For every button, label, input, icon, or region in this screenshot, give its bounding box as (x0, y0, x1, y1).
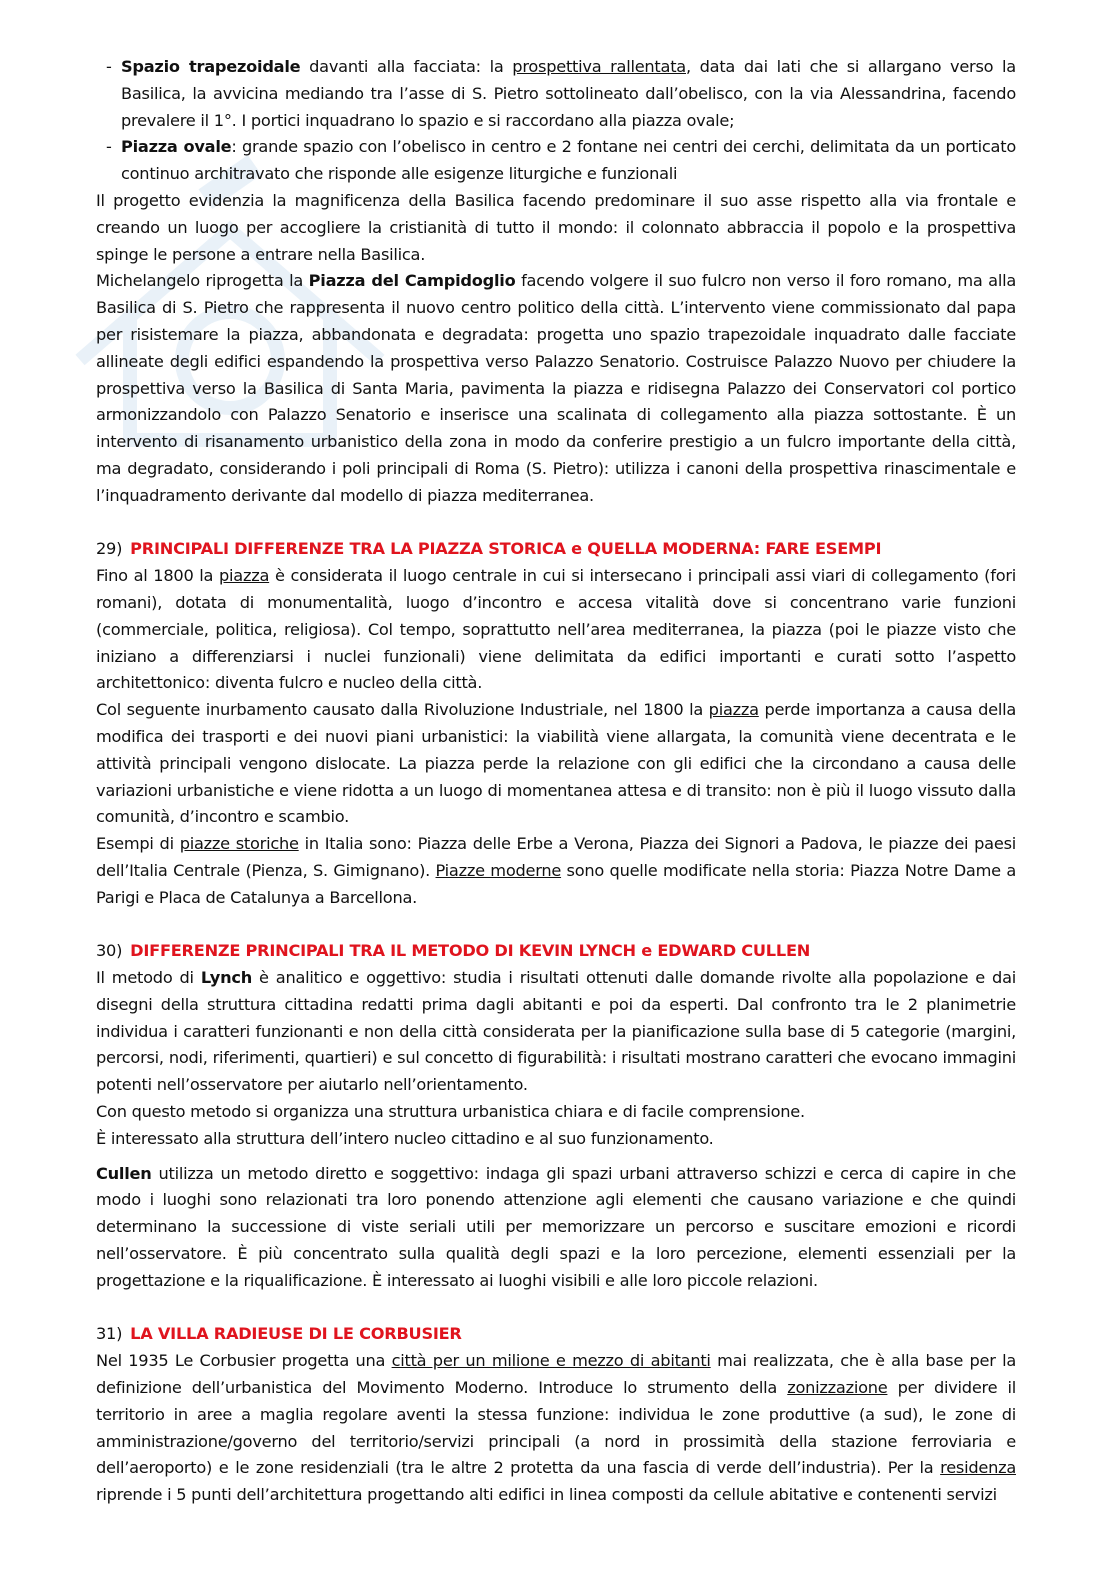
paragraph-text: sono quelle modificate nella storia: Piazza Notre Dame a Parigi e Placa de Catalunya a Barcellona. (96, 860, 1016, 907)
section-heading-31 (96, 1321, 1016, 1348)
paragraph-esempi (96, 831, 1016, 911)
paragraph-text: Il metodo di (96, 968, 201, 988)
paragraph-text: è analitico e oggettivo: studia i risultati ottenuti dalle domande rivolte alla popolazione e dai disegni della struttura cittadina redatti prima dagli abitanti e poi da esperti. Dal confronto tra le 2 planimetrie individua i caratteri funzionanti e non della città considerata per la pianificazione sulla base di 5 categorie (margini, percorsi, nodi, riferimenti, quartieri) e sul concetto di figurabilità: i risultati mostrano caratteri che evocano immagini potenti nell’osservatore per aiutarlo nell’orientamento. (96, 968, 1016, 1095)
paragraph-campidoglio (96, 268, 1016, 509)
paragraph-text: Esempi di (96, 834, 180, 854)
document-page (96, 54, 1016, 1509)
paragraph-cullen (96, 1161, 1016, 1295)
bullet-dash: - (106, 57, 112, 76)
underlined-term: Piazze moderne (435, 860, 562, 880)
section-heading-30 (96, 938, 1016, 965)
underlined-term: prospettiva rallentata (512, 57, 686, 76)
paragraph-text: Fino al 1800 la (96, 566, 220, 586)
paragraph-text: mai realizzata, che è alla base per la definizione dell’urbanistica del Movimento Moderno. Introduce lo strumento della (96, 1351, 1016, 1398)
bullet-text: : grande spazio con l’obelisco in centro e 2 fontane nei centri dei cerchi, delimitata da un porticato continuo architravato che risponde alle esigenze liturgiche e funzionali (121, 137, 1016, 184)
underlined-term: piazza (708, 700, 759, 720)
paragraph-text: Nel 1935 Le Corbusier progetta una (96, 1351, 392, 1371)
paragraph-inurbamento (96, 697, 1016, 831)
paragraph-text: Michelangelo riprogetta la (96, 271, 309, 291)
underlined-term: città per un milione e mezzo di abitanti (391, 1351, 711, 1371)
paragraph-text: è considerata il luogo centrale in cui si intersecano i principali assi viari di collegamento (fori romani), dotata di monumentalità, luogo d’incontro e accesa vitalità dove si concentrano varie funzioni (commerciale, politica, religiosa). Col tempo, soprattutto nell’area mediterranea, la piazza (poi le piazze visto che iniziano a differenziarsi i nuclei funzionali) viene delimitata da edifici importanti e curati sotto l’aspetto architettonico: diventa fulcro e nucleo della città. (96, 566, 1016, 693)
paragraph-text: utilizza un metodo diretto e soggettivo: indaga gli spazi urbani attraverso schizzi e cerca di capire in che modo i luoghi sono relazionati tra loro ponendo attenzione agli elementi che causano variazione e che quindi determinano la successione di viste seriali utili per memorizzare un percorso e suscitare emozioni e ricordi nell’osservatore. È più concentrato sulla qualità degli spazi e la loro percezione, elementi essenziali per la progettazione e la riqualificazione. È interessato ai luoghi visibili e alle loro piccole relazioni. (96, 1163, 1016, 1290)
underlined-term: piazza (219, 566, 270, 586)
section-title: PRINCIPALI DIFFERENZE TRA LA PIAZZA STORICA e QUELLA MODERNA: FARE ESEMPI (130, 539, 882, 559)
bullet-item-spazio-trapezoidale (96, 54, 1016, 134)
bold-term: Piazza del Campidoglio (308, 271, 516, 291)
bullet-item-piazza-ovale (96, 134, 1016, 188)
bullet-term: Piazza ovale (121, 137, 232, 157)
section-title: DIFFERENZE PRINCIPALI TRA IL METODO DI KEVIN LYNCH e EDWARD CULLEN (130, 941, 811, 961)
underlined-term: residenza (940, 1458, 1016, 1478)
paragraph-text: perde importanza a causa della modifica dei trasporti e dei nuovi piani urbanistici: la viabilità viene allargata, la comunità viene decentrata e le attività principali vengono dislocate. La piazza perde la relazione con gli edifici che la circondano a causa delle variazioni urbanistiche e viene ridotta a un luogo di momentanea attesa e di transito: non è più il luogo vissuto dalla comunità, d’incontro e scambio. (96, 700, 1016, 827)
section-number: 31) (96, 1324, 123, 1344)
paragraph-text: facendo volgere il suo fulcro non verso il foro romano, ma alla Basilica di S. Pietro che rappresenta il nuovo centro politico della città. L’intervento viene commissionato dal papa per risistemare la piazza, abbandonata e degradata: progetta uno spazio trapezoidale inquadrato dalle facciate allineate degli edifici espandendo la prospettiva verso Palazzo Senatorio. Costruisce Palazzo Nuovo per chiudere la prospettiva verso la Basilica di Santa Maria, pavimenta la piazza e ridisegna Palazzo dei Conservatori col portico armonizzandolo con Palazzo Senatorio e inserisce una scalinata di collegamento alla piazza sottostante. È un intervento di risanamento urbanistico della zona in modo da conferire prestigio a un fulcro importante della città, ma degradato, considerando i poli principali di Roma (S. Pietro): utilizza i canoni della prospettiva rinascimentale e l’inquadramento derivante dal modello di piazza mediterranea. (96, 271, 1016, 505)
bullet-term: Spazio trapezoidale (121, 57, 301, 76)
paragraph-lynch-metodo: Con questo metodo si organizza una struttura urbanistica chiara e di facile comprensione. (96, 1102, 805, 1122)
underlined-term: zonizzazione (787, 1378, 888, 1398)
paragraph-text: per dividere il territorio in aree a maglia regolare aventi la stessa funzione: individua le zone produttive (a sud), le zone di amministrazione/governo del territorio/servizi principali (a nord in prossimità della stazione ferroviaria e dell’aeroporto) e le zone residenziali (tra le altre 2 protetta da una fascia di verde dell’industria). Per la (96, 1378, 1016, 1478)
paragraph-lynch (96, 965, 1016, 1099)
paragraph-text: in Italia sono: Piazza delle Erbe a Verona, Piazza dei Signori a Padova, le piazze dei paesi dell’Italia Centrale (Pienza, S. Gimignano). (96, 834, 1016, 880)
paragraph-text: riprende i 5 punti dell’architettura progettando alti edifici in linea composti da cellule abitative e contenenti servizi (96, 1485, 997, 1505)
bullet-dash: - (106, 137, 112, 157)
bullet-text: , data dai lati che si allargano verso la Basilica, la avvicina mediando tra l’asse di S. Pietro sottolineato dall’obelisco, con la via Alessandrina, facendo prevalere il 1°. I portici inquadrano lo spazio e si raccordano alla piazza ovale; (121, 57, 1016, 130)
paragraph-piazza-storica (96, 563, 1016, 697)
paragraph-basilica: Il progetto evidenzia la magnificenza della Basilica facendo predominare il suo asse rispetto alla via frontale e creando un luogo per accogliere la cristianità di tutto il mondo: il colonnato abbraccia il popolo e la prospettiva spinge le persone a entrare nella Basilica. (96, 190, 1016, 264)
section-number: 29) (96, 539, 123, 559)
section-title: LA VILLA RADIEUSE DI LE CORBUSIER (130, 1324, 462, 1344)
section-number: 30) (96, 941, 123, 961)
paragraph-text: Col seguente inurbamento causato dalla Rivoluzione Industriale, nel 1800 la (96, 700, 709, 720)
bold-term: Cullen (96, 1163, 152, 1183)
underlined-term: piazze storiche (179, 834, 299, 854)
bullet-text: davanti alla facciata: la (300, 57, 513, 76)
section-heading-29 (96, 536, 1016, 563)
paragraph-lynch-interesse: È interessato alla struttura dell’intero nucleo cittadino e al suo funzionamento. (96, 1128, 714, 1148)
paragraph-villa-radieuse (96, 1348, 1016, 1509)
bold-term: Lynch (200, 968, 252, 988)
